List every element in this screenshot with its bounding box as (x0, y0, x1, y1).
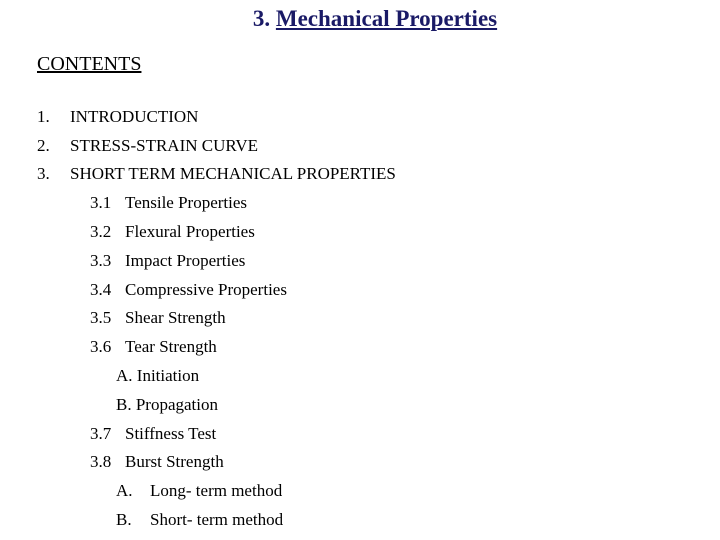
toc-subsection-number: 3.2 (90, 222, 112, 241)
toc-subsection-number: 3.1 (90, 193, 112, 212)
toc-subitem-letter: A. (116, 366, 133, 385)
toc-subitem-title: Propagation (135, 395, 218, 414)
toc-subitem-letter: B. (116, 510, 132, 529)
toc-subsection-number: 3.5 (90, 308, 112, 327)
toc-subitem (116, 366, 199, 386)
toc-subsection (90, 280, 287, 300)
toc-subsection-title: Compressive Properties (125, 280, 287, 299)
toc-subsection-number: 3.7 (90, 424, 112, 443)
toc-subsection-title: Shear Strength (125, 308, 226, 327)
toc-subsection (90, 337, 217, 357)
toc-subitem-title: Short- term method (150, 510, 284, 529)
title-number: 3. (252, 6, 271, 31)
toc-subsection (90, 193, 247, 213)
toc-subsection (90, 308, 226, 328)
toc-subitem (116, 395, 218, 415)
toc-section-title: SHORT TERM MECHANICAL PROPERTIES (70, 164, 396, 183)
toc-subitem (116, 481, 282, 501)
toc-subsection (90, 251, 245, 271)
toc-subitem (116, 510, 283, 530)
toc-subitem-title: Initiation (136, 366, 200, 385)
toc-section-number: 2. (37, 136, 50, 155)
toc-subsection-title: Tear Strength (125, 337, 217, 356)
toc-section-number: 3. (37, 164, 50, 183)
toc-subsection-number: 3.6 (90, 337, 112, 356)
title-text: Mechanical Properties (275, 6, 498, 31)
toc-subsection (90, 452, 224, 472)
toc-subsection-number: 3.8 (90, 452, 112, 471)
toc-section-number: 1. (37, 107, 50, 126)
toc-subsection-number: 3.3 (90, 251, 112, 270)
toc-subsection-title: Tensile Properties (125, 193, 248, 212)
toc-subsection (90, 424, 216, 444)
toc-section-title: STRESS-STRAIN CURVE (70, 136, 259, 155)
toc-subsection-title: Burst Strength (125, 452, 224, 471)
toc-subitem-letter: A. (116, 481, 133, 500)
toc-subsection-title: Impact Properties (125, 251, 246, 270)
toc-subitem-title: Long- term method (150, 481, 283, 500)
contents-heading: CONTENTS (37, 53, 142, 75)
toc-subitem-letter: B. (116, 395, 132, 414)
toc-subsection-title: Stiffness Test (125, 424, 217, 443)
toc-subsection-number: 3.4 (90, 280, 112, 299)
toc-subsection-title: Flexural Properties (125, 222, 255, 241)
toc-section-title: INTRODUCTION (70, 107, 199, 126)
page-title (0, 6, 720, 32)
toc-subsection (90, 222, 255, 242)
